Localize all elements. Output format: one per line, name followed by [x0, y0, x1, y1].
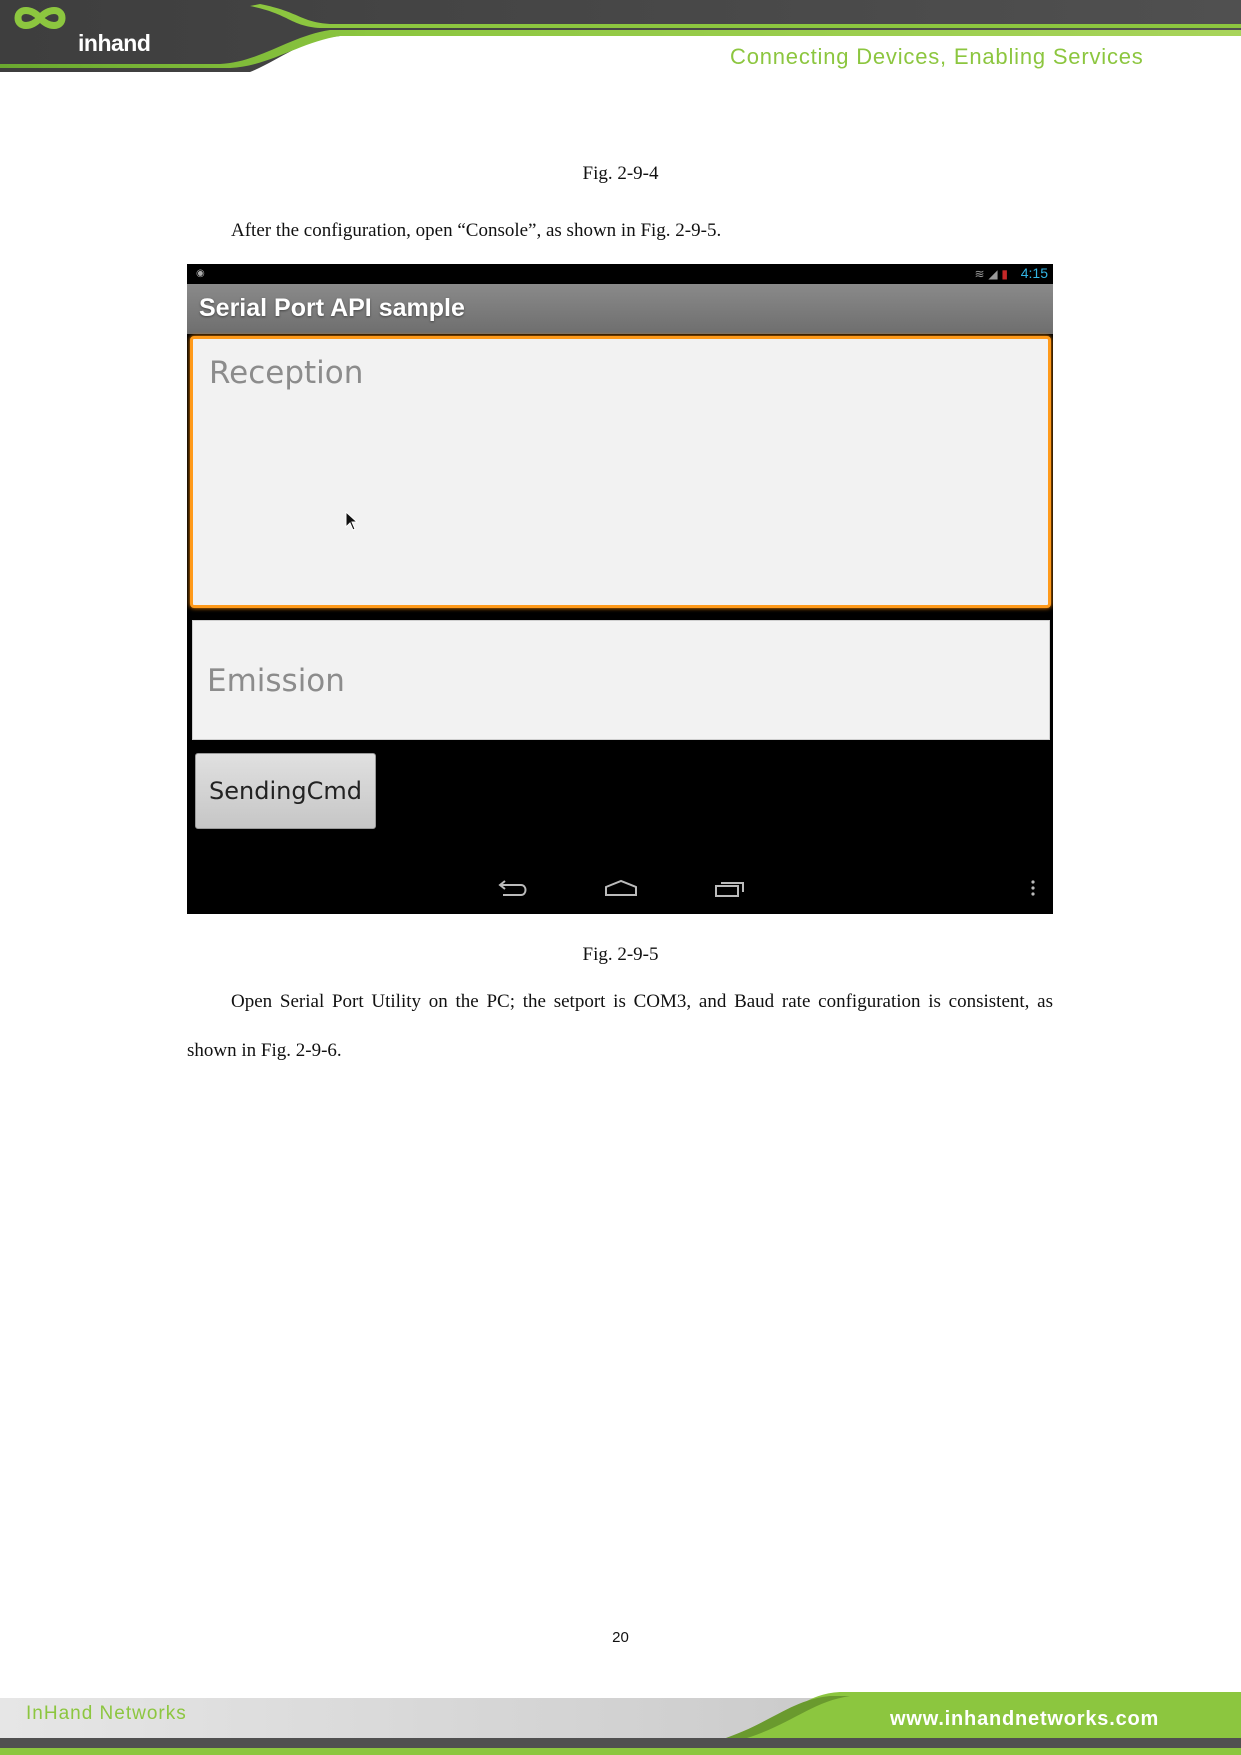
- paragraph: After the configuration, open “Console”, as shown in Fig. 2-9-5.: [231, 220, 722, 241]
- overflow-menu-icon[interactable]: [1029, 878, 1037, 898]
- inhand-logo-icon: [0, 0, 90, 60]
- reception-hint: Reception: [209, 355, 364, 391]
- page-header: [0, 0, 1241, 90]
- signal-icon: ◢: [988, 267, 998, 281]
- emission-hint: Emission: [207, 663, 345, 699]
- app-title: Serial Port API sample: [199, 294, 465, 322]
- paragraph: Open Serial Port Utility on the PC; the setport is COM3, and Baud rate configuration is consistent, as shown in Fig. 2-9-6.: [187, 991, 1053, 1061]
- recent-apps-icon[interactable]: [714, 878, 746, 898]
- footer-website: www.inhandnetworks.com: [890, 1708, 1160, 1730]
- sending-cmd-button[interactable]: SendingCmd: [195, 753, 376, 829]
- wifi-icon: ≋: [974, 267, 985, 281]
- footer-company: InHand Networks: [26, 1703, 187, 1724]
- emission-input[interactable]: [192, 620, 1050, 740]
- header-tagline: Connecting Devices, Enabling Services: [730, 44, 1144, 69]
- home-icon[interactable]: [603, 878, 639, 898]
- mouse-cursor-icon: [345, 511, 359, 531]
- page-footer: [0, 1680, 1241, 1755]
- navigation-bar: [187, 864, 1053, 914]
- figure-caption: Fig. 2-9-4: [582, 163, 659, 184]
- status-icons: [974, 267, 1008, 281]
- status-bar: [187, 264, 1053, 284]
- app-action-bar: [187, 284, 1053, 334]
- back-icon[interactable]: [497, 878, 529, 898]
- page-number: 20: [612, 1629, 629, 1646]
- battery-icon: ▮: [1001, 267, 1008, 281]
- status-time: 4:15: [1020, 265, 1048, 281]
- figure-caption: Fig. 2-9-5: [582, 944, 659, 965]
- android-screenshot: [187, 264, 1053, 914]
- reception-textarea[interactable]: [190, 336, 1051, 608]
- logo-text: inhand: [78, 30, 151, 56]
- debug-icon: ◉: [196, 268, 205, 279]
